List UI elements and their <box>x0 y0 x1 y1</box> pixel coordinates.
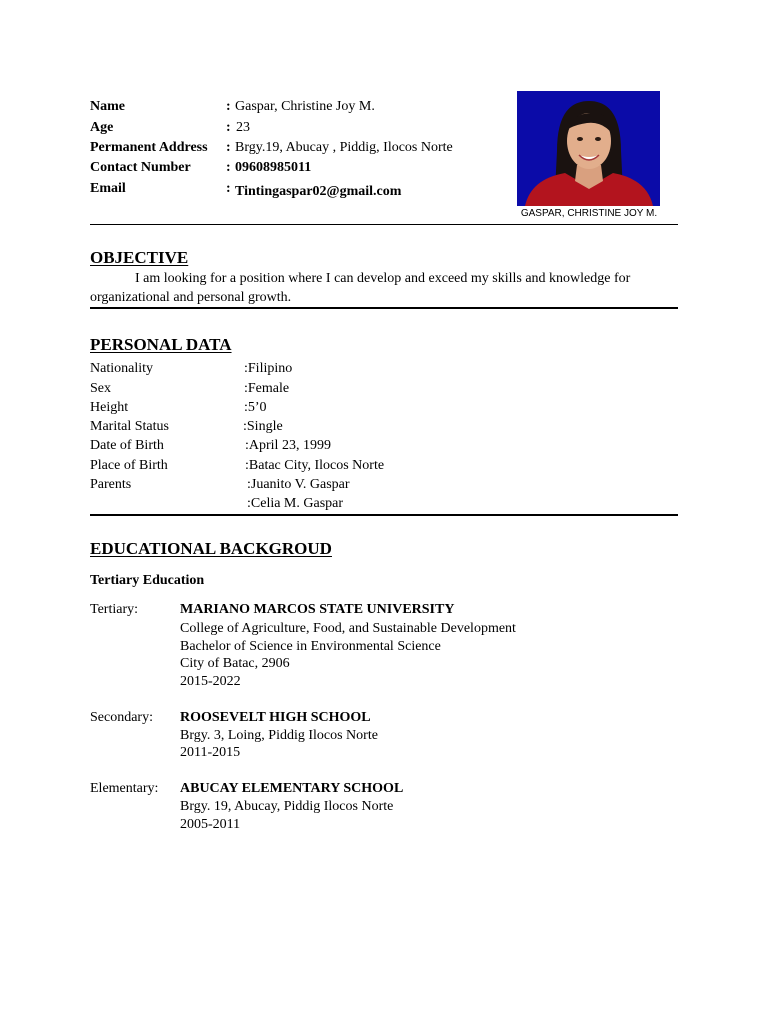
tertiary-college: College of Agriculture, Food, and Sustainable Development <box>180 621 516 636</box>
marital-status-label: Marital Status <box>90 419 169 434</box>
sex-value: :Female <box>244 381 290 396</box>
objective-divider <box>90 307 678 309</box>
elementary-years: 2005-2011 <box>180 817 241 832</box>
objective-line-2: organizational and personal growth. <box>90 290 292 305</box>
height-value: :5’0 <box>244 400 267 415</box>
contact-value: 09608985011 <box>235 160 312 175</box>
objective-title: OBJECTIVE <box>90 248 189 267</box>
personal-data-title: PERSONAL DATA <box>90 335 232 354</box>
name-label: Name <box>90 99 125 114</box>
age-label: Age <box>90 120 114 135</box>
objective-line-1: I am looking for a position where I can develop and exceed my skills and knowledge for <box>135 271 631 286</box>
email-value: Tintingaspar02@gmail.com <box>235 184 402 199</box>
nationality-label: Nationality <box>90 361 153 376</box>
mother-value: :Celia M. Gaspar <box>247 496 344 511</box>
tertiary-level: Tertiary: <box>90 602 138 617</box>
height-label: Height <box>90 400 129 415</box>
date-of-birth-value: :April 23, 1999 <box>245 438 331 453</box>
email-label: Email <box>90 181 126 196</box>
tertiary-degree: Bachelor of Science in Environmental Science <box>180 639 441 654</box>
nationality-value: :Filipino <box>244 361 293 376</box>
parents-label: Parents <box>90 477 132 492</box>
secondary-years: 2011-2015 <box>180 745 241 760</box>
photo-caption: GASPAR, CHRISTINE JOY M. <box>520 208 658 219</box>
name-colon: : <box>226 99 231 114</box>
secondary-location: Brgy. 3, Loing, Piddig Ilocos Norte <box>180 728 378 743</box>
education-title: EDUCATIONAL BACKGROUD <box>90 539 332 558</box>
education-subtitle: Tertiary Education <box>90 573 205 588</box>
tertiary-years: 2015-2022 <box>180 674 241 689</box>
tertiary-school: MARIANO MARCOS STATE UNIVERSITY <box>180 602 455 617</box>
address-value: Brgy.19, Abucay , Piddig, Ilocos Norte <box>235 140 453 155</box>
contact-colon: : <box>226 160 231 175</box>
header-divider <box>90 224 678 225</box>
address-label: Permanent Address <box>90 140 208 155</box>
name-value: Gaspar, Christine Joy M. <box>235 99 375 114</box>
personal-data-divider <box>90 514 678 516</box>
age-colon: : <box>226 120 231 135</box>
address-colon: : <box>226 140 231 155</box>
profile-photo <box>517 91 660 206</box>
elementary-level: Elementary: <box>90 781 159 796</box>
secondary-school: ROOSEVELT HIGH SCHOOL <box>180 710 371 725</box>
email-colon: : <box>226 181 231 196</box>
place-of-birth-value: :Batac City, Ilocos Norte <box>245 458 385 473</box>
elementary-location: Brgy. 19, Abucay, Piddig Ilocos Norte <box>180 799 394 814</box>
secondary-level: Secondary: <box>90 710 153 725</box>
marital-status-value: :Single <box>243 419 283 434</box>
place-of-birth-label: Place of Birth <box>90 458 168 473</box>
father-value: :Juanito V. Gaspar <box>247 477 350 492</box>
tertiary-location: City of Batac, 2906 <box>180 656 290 671</box>
date-of-birth-label: Date of Birth <box>90 438 164 453</box>
sex-label: Sex <box>90 381 111 396</box>
elementary-school: ABUCAY ELEMENTARY SCHOOL <box>180 781 404 796</box>
age-value: 23 <box>236 120 250 135</box>
contact-label: Contact Number <box>90 160 191 175</box>
portrait-illustration <box>517 91 660 206</box>
